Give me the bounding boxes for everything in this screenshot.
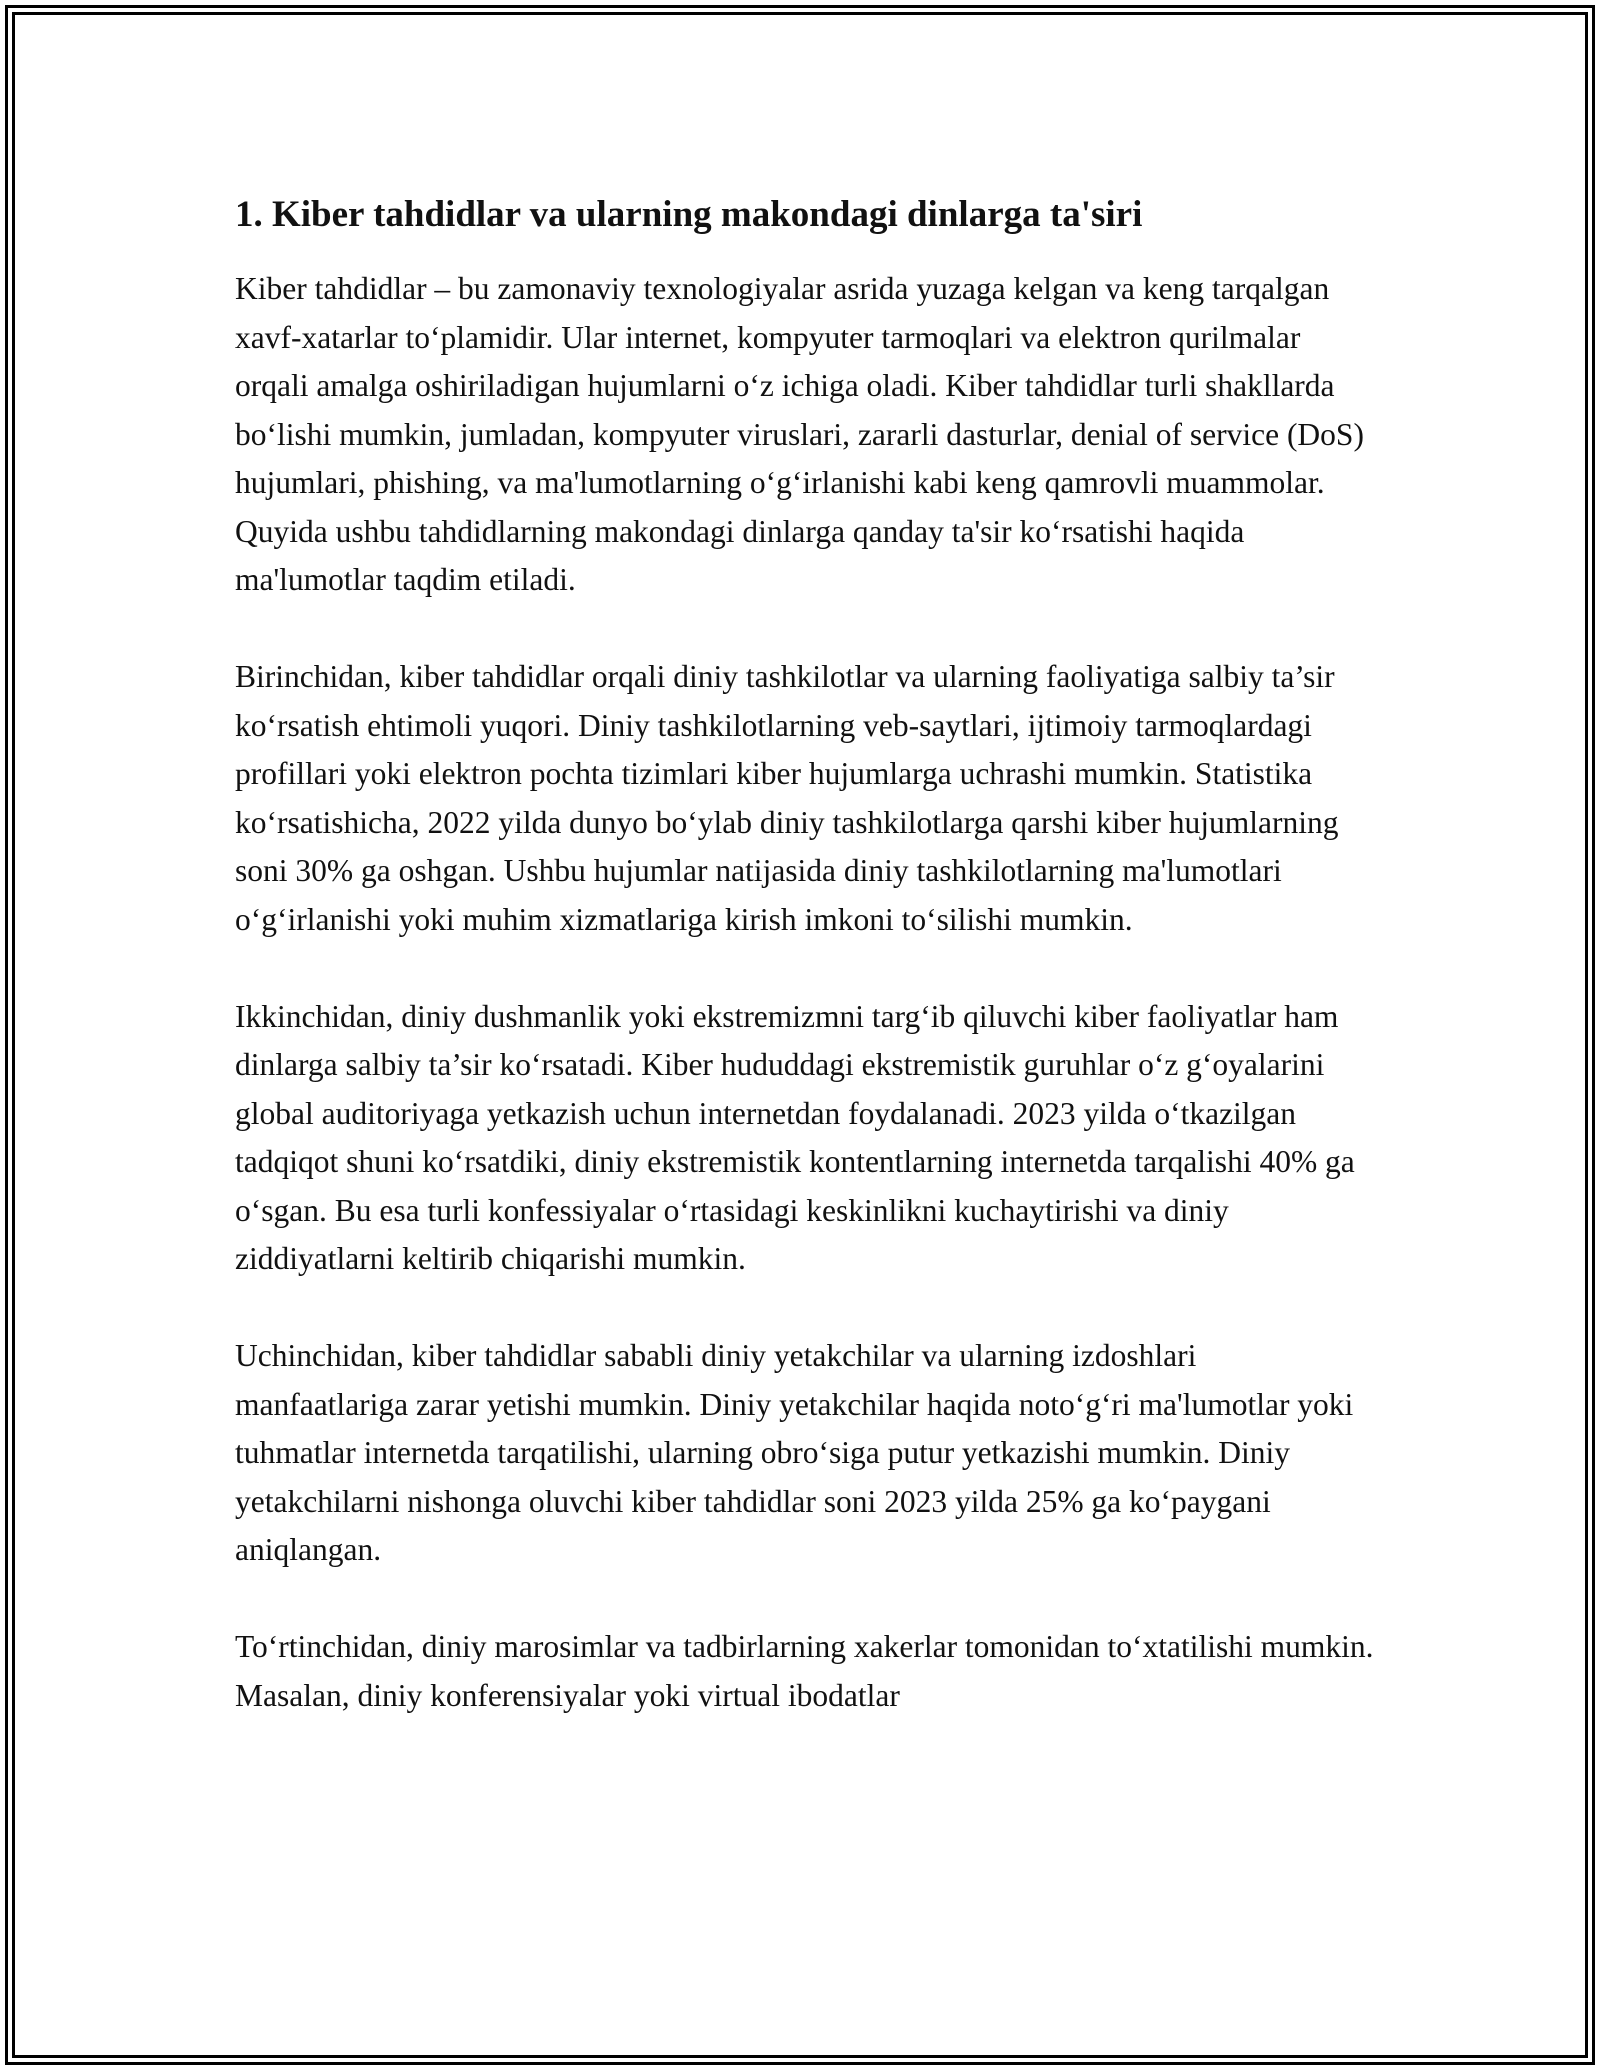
paragraph-first: Birinchidan, kiber tahdidlar orqali diniy tashkilotlar va ularning faoliyatiga salbiy ta’sir ko‘rsatish ehtimoli yuqori. Diniy tashkilotlarning veb-saytlari, ijtimoiy tarmoqlardagi profillari yoki elektron pochta tizimlari kiber hujumlarga uchrashi mumkin. Statistika ko‘rsatishicha, 2022 yilda dunyo bo‘ylab diniy tashkilotlarga qarshi kiber hujumlarning soni 30% ga oshgan. Ushbu hujumlar natijasida diniy tashkilotlarning ma'lumotlari o‘g‘irlanishi yoki muhim xizmatlariga kirish imkoni to‘silishi mumkin.: [235, 659, 1339, 937]
paragraph-fourth: To‘rtinchidan, diniy marosimlar va tadbirlarning xakerlar tomonidan to‘xtatilishi mumkin. Masalan, diniy konferensiyalar yoki virtual ibodatlar: [235, 1629, 1374, 1713]
document-body: [235, 185, 1375, 1769]
paragraph-third: Uchinchidan, kiber tahdidlar sababli diniy yetakchilar va ularning izdoshlari manfaatlariga zarar yetishi mumkin. Diniy yetakchilar haqida noto‘g‘ri ma'lumotlar yoki tuhmatlar internetda tarqatilishi, ularning obro‘siga putur yetkazishi mumkin. Diniy yetakchilarni nishonga oluvchi kiber tahdidlar soni 2023 yilda 25% ga ko‘paygani aniqlangan.: [235, 1338, 1354, 1567]
paragraph-intro: Kiber tahdidlar – bu zamonaviy texnologiyalar asrida yuzaga kelgan va keng tarqalgan xavf-xatarlar to‘plamidir. Ular internet, kompyuter tarmoqlari va elektron qurilmalar orqali amalga oshiriladigan hujumlarni o‘z ichiga oladi. Kiber tahdidlar turli shakllarda bo‘lishi mumkin, jumladan, kompyuter viruslari, zararli dasturlar, denial of service (DoS) hujumlari, phishing, va ma'lumotlarning o‘g‘irlanishi kabi keng qamrovli muammolar. Quyida ushbu tahdidlarning makondagi dinlarga qanday ta'sir ko‘rsatishi haqida ma'lumotlar taqdim etiladi.: [235, 271, 1364, 597]
section-heading: 1. Kiber tahdidlar va ularning makondagi dinlarga ta'siri: [235, 194, 1143, 235]
paragraph-second: Ikkinchidan, diniy dushmanlik yoki ekstremizmni targ‘ib qiluvchi kiber faoliyatlar ham dinlarga salbiy ta’sir ko‘rsatadi. Kiber hududdagi ekstremistik guruhlar o‘z g‘oyalarini global auditoriyaga yetkazish uchun internetdan foydalanadi. 2023 yilda o‘tkazilgan tadqiqot shuni ko‘rsatdiki, diniy ekstremistik kontentlarning internetda tarqalishi 40% ga o‘sgan. Bu esa turli konfessiyalar o‘rtasidagi keskinlikni kuchaytirishi va diniy ziddiyatlarni keltirib chiqarishi mumkin.: [235, 998, 1355, 1276]
